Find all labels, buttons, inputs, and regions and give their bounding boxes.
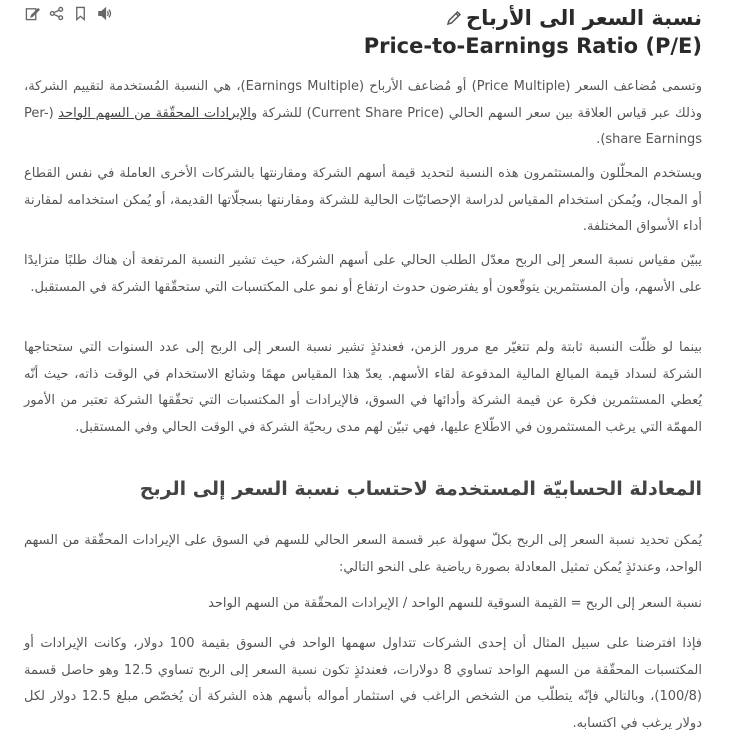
paragraph-example: فإذا افترضنا على سبيل المثال أن إحدى الشركات تتداول سهمها الواحد في السوق بقيمة 100 دولار، وكانت الإيرادات أو المكتسبات المحقّقة من السهم الواحد تساوي 8 دولارات، فعندئذٍ تكون نسبة السعر إلى الربح تساوي 12.5 وهو حاصل قسمة (100/8)، وبالتالي فإنّه يتطلّب من الشخص الراغب في استثمار أمواله بأسهم هذه الشركة أن يُخصّص مبلغ 12.5 دولار لكل دولار يرغب في اكتسابه. — [24, 636, 702, 731]
bookmark-icon[interactable] — [72, 5, 88, 21]
title-ar-text: نسبة السعر الى الأرباح — [465, 6, 702, 30]
paragraph-usage: ويستخدم المحلّلون والمستثمرون هذه النسبة لتحديد قيمة أسهم الشركة ومقارنتها بالشركات الأخرى العاملة في نفس القطاع أو المجال، ويُمكن استخدام المقياس لدراسة الإحصائيّات الحالية للشركة ومقارنتها بسجلّاتها القديمة، أو يُمكن استخدامه لمقارنة أداء الأسواق المختلفة. — [24, 166, 702, 234]
page-title-ar — [446, 6, 702, 30]
pencil-icon — [446, 10, 462, 26]
edit-icon[interactable] — [24, 5, 40, 21]
share-icon[interactable] — [48, 5, 64, 21]
paragraph-formula-intro: يُمكن تحديد نسبة السعر إلى الربح بكلّ سهولة عبر قسمة السعر الحالي للسهم في السوق على الإيرادات المحقّقة من السهم الواحد، وعندئذٍ يُمكن تمثيل المعادلة بصورة رياضية على النحو التالي: — [24, 533, 702, 575]
page-title-en: Price-to-Earnings Ratio (P/E) — [363, 34, 702, 58]
paragraph-constant-ratio: بينما لو ظلّت النسبة ثابتة ولم تتغيّر مع مرور الزمن، فعندئذٍ تشير نسبة السعر إلى الربح إلى عدد السنوات التي ستحتاجها الشركة لسداد قيمة المبالغ المالية المدفوعة لقاء الأسهم. يعدّ هذا المقياس مهمًا وشائع الاستخدام في الوقت ذاته، حيث أنّه يُعطي المستثمرين فكرة عن قيمة الشركة وأدائها في السوق، فالإيرادات أو المكتسبات التي تحقّقها الشركة تعتبر من الأمور المهمّة التي يرغب المستثمرون في الاطّلاع عليها، فهي تبيّن لهم مدى ربحيّة الشركة في الوقت الحالي وفي المستقبل. — [24, 340, 702, 435]
section-heading-formula: المعادلة الحسابيّة المستخدمة لاحتساب نسبة السعر إلى الربح — [139, 478, 702, 500]
per-share-earnings-link[interactable]: الإيرادات المحقّقة من السهم الواحد — [58, 105, 251, 121]
p1-text-after: (Per-share Earnings). — [24, 105, 702, 147]
article-toolbar — [24, 4, 112, 22]
paragraph-demand: يبيّن مقياس نسبة السعر إلى الربح معدّل الطلب الحالي على أسهم الشركة، حيث تشير النسبة المرتفعة أن هناك طلبًا متزايدًا على الأسهم، وأن المستثمرين يتوقّعون أو يفترضون حدوث ارتفاع أو نمو على المكتسبات التي ستحقّقها الشركة في المستقبل. — [24, 253, 702, 295]
speaker-icon[interactable] — [96, 5, 112, 21]
formula-line: نسبة السعر إلى الربح = القيمة السوقية للسهم الواحد / الإيرادات المحقّقة من السهم الواحد — [208, 596, 702, 611]
p1-text-before: وتسمى مُضاعف السعر (Price Multiple) أو مُضاعف الأرباح (Earnings Multiple)، هي النسبة المُستخدمة لتقييم الشركة، وذلك عبر قياس العلاقة بين سعر السهم الحالي (Current Share Price) للشركة و — [24, 79, 703, 121]
paragraph-intro — [24, 74, 702, 154]
